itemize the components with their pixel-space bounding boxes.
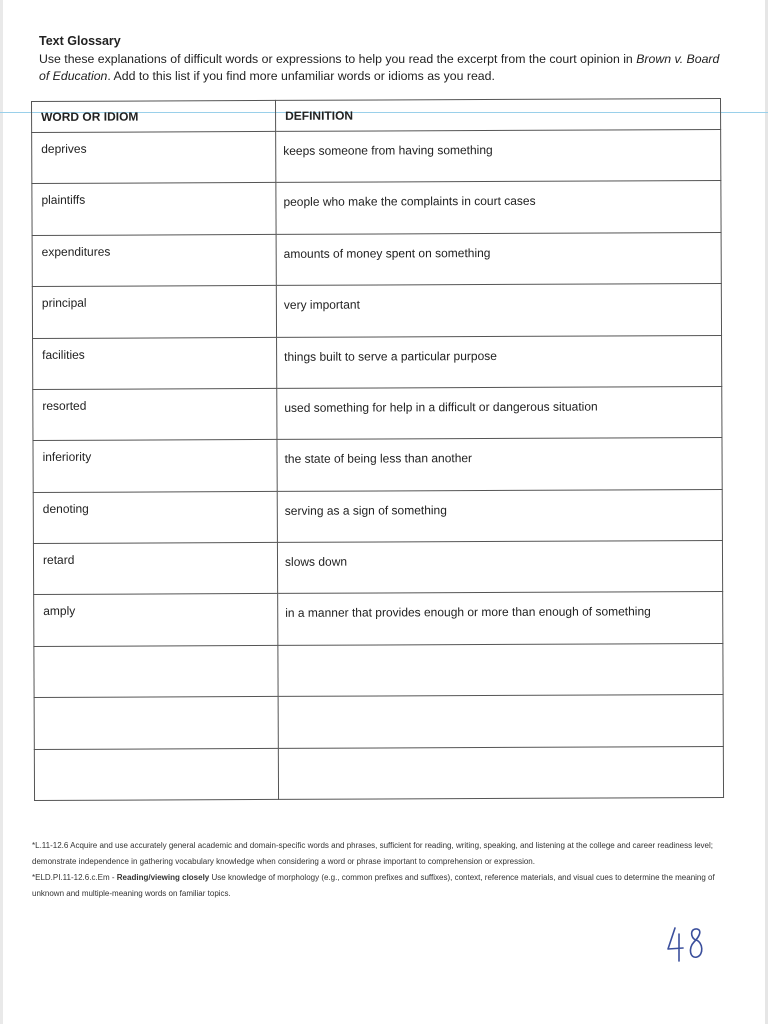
word-cell: plaintiffs xyxy=(32,183,276,235)
word-cell: expenditures xyxy=(32,234,276,286)
definition-cell-blank xyxy=(278,695,723,748)
glossary-table xyxy=(31,98,724,801)
definition-cell: the state of being less than another xyxy=(277,438,722,491)
definition-cell: very important xyxy=(276,284,721,337)
definition-cell: serving as a sign of something xyxy=(277,489,722,542)
intro-text-start: Use these explanations of difficult words or expressions to help you read the excerpt from the court opinion in xyxy=(39,52,637,66)
footnote-l-11-12-6: *L.11-12.6 Acquire and use accurately general academic and domain-specific words and phrases, sufficient for reading, writing, speaking, and listening at the college and career readiness level; demonstrate independence in gathering vocabulary knowledge when considering a word or phrase important to comprehension or expression. xyxy=(32,841,713,866)
definition-cell: things built to serve a particular purpose xyxy=(277,335,722,388)
word-cell: amply xyxy=(34,594,278,646)
table-row xyxy=(33,540,722,594)
column-header-definition: DEFINITION xyxy=(275,98,720,131)
word-cell: facilities xyxy=(33,337,277,389)
scan-edge-left xyxy=(0,0,3,1024)
table-row-blank xyxy=(34,643,723,697)
table-row xyxy=(33,386,722,440)
definition-cell: amounts of money spent on something xyxy=(276,232,721,285)
standards-footnotes xyxy=(32,838,732,902)
definition-cell-blank xyxy=(278,746,723,799)
table-row xyxy=(32,181,721,235)
footnote-eld: *ELD.PI.11-12.6.c.Em - Reading/viewing closely Use knowledge of morphology (e.g., common prefixes and suffixes), context, reference materials, and visual cues to determine the meaning of unknown and multiple-meaning words on familiar topics. xyxy=(32,873,715,898)
glossary-header xyxy=(39,34,729,85)
handwritten-page-number-drawing xyxy=(664,924,708,966)
table-row-blank xyxy=(34,695,723,749)
case-name: Brown v. Board of Education xyxy=(39,52,720,83)
table-row xyxy=(33,489,722,543)
word-cell: resorted xyxy=(33,388,277,440)
page-title: Text Glossary xyxy=(39,34,121,48)
word-cell-blank xyxy=(34,748,278,801)
word-cell-blank xyxy=(34,697,278,749)
word-cell: deprives xyxy=(32,131,276,183)
table-row xyxy=(32,284,721,338)
table-row xyxy=(33,335,722,389)
word-cell: denoting xyxy=(33,491,277,543)
intro-text xyxy=(39,51,729,85)
definition-cell: in a manner that provides enough or more than enough of something xyxy=(278,592,723,645)
word-cell-blank xyxy=(34,645,278,697)
definition-cell: slows down xyxy=(277,540,722,593)
word-cell: inferiority xyxy=(33,440,277,492)
word-cell: principal xyxy=(32,286,276,338)
definition-cell-blank xyxy=(278,643,723,696)
definition-cell: people who make the complaints in court cases xyxy=(276,181,721,234)
definition-cell: used something for help in a difficult or dangerous situation xyxy=(277,386,722,439)
table-row xyxy=(32,129,721,183)
table-row xyxy=(34,592,723,646)
table-row xyxy=(33,438,722,492)
column-header-word: WORD OR IDIOM xyxy=(32,100,276,132)
definition-cell: keeps someone from having something xyxy=(276,129,721,182)
word-cell: retard xyxy=(33,542,277,594)
intro-text-end: . Add to this list if you find more unfamiliar words or idioms as you read. xyxy=(107,69,495,83)
table-row xyxy=(32,232,721,286)
handwritten-page-number xyxy=(664,924,708,971)
table-row-blank xyxy=(34,746,723,801)
